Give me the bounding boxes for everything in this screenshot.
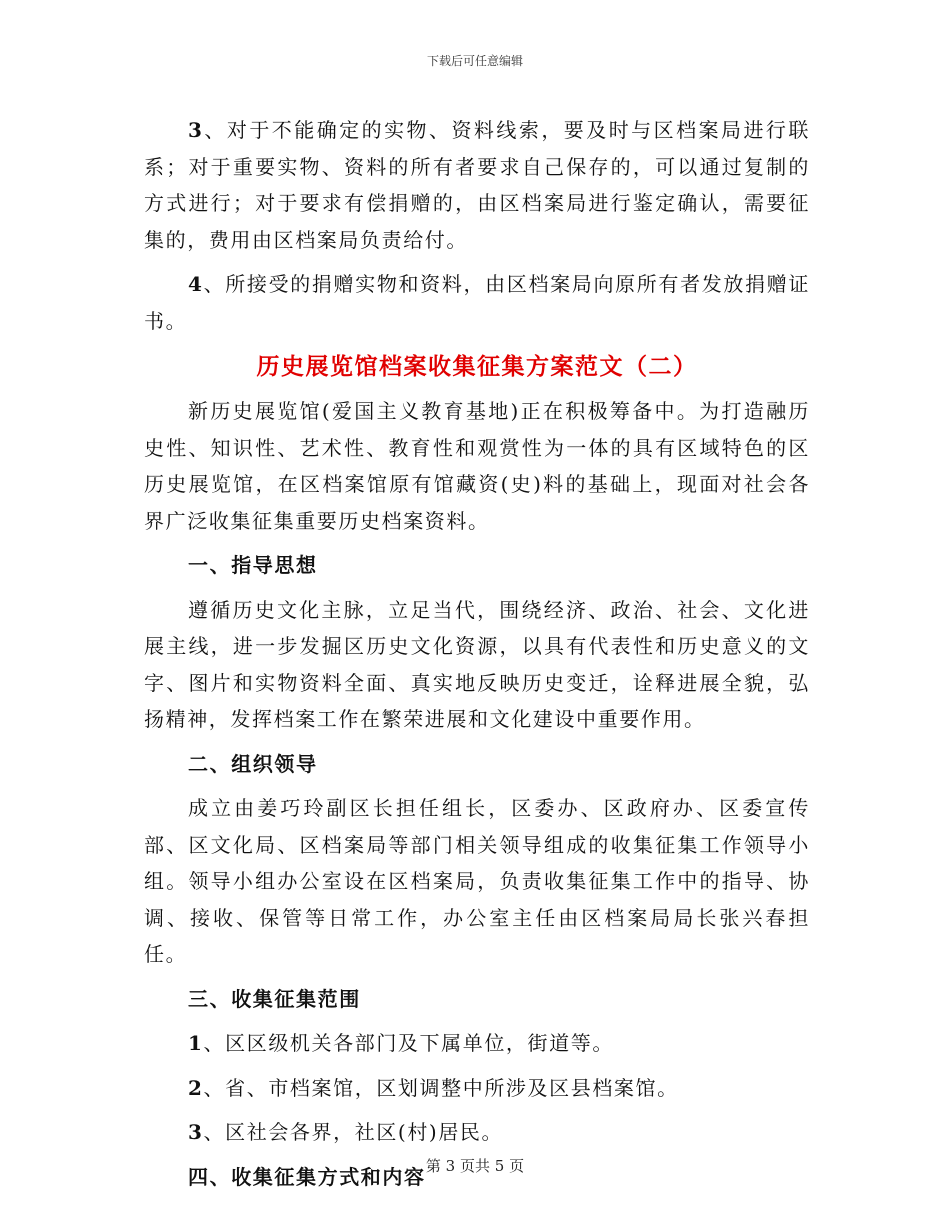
- heading-guiding-ideology: 一、指导思想: [188, 553, 318, 577]
- list-item-scope-1: [144, 1025, 810, 1062]
- page-header: 下载后可任意编辑: [426, 54, 523, 68]
- list-item-scope-2: [144, 1070, 810, 1107]
- item-number: 3: [188, 118, 204, 142]
- paragraph-item-3-contact: [144, 112, 810, 258]
- list-item-scope-3: [144, 1114, 810, 1151]
- heading-collection-methods: 四、收集征集方式和内容: [188, 1164, 426, 1189]
- heading-organization-leadership: 二、组织领导: [188, 751, 318, 776]
- list-item-text: 、区社会各界，社区(村)居民。: [203, 1120, 504, 1144]
- paragraph-organization-leadership: 成立由姜巧玲副区长担任组长，区委办、区政府办、区委宣传部、区文化局、区档案局等部门相关领导组成的收集征集工作领导小组。领导小组办公室设在区档案局，负责收集征集工作中的指导、协调、接收、保管等日常工作，办公室主任由区档案局局长张兴春担任。: [144, 796, 810, 966]
- document-body: [144, 112, 810, 1203]
- item-number: 2: [188, 1075, 204, 1100]
- list-item-text: 、区区级机关各部门及下属单位，街道等。: [203, 1031, 614, 1055]
- paragraph-item-4-certificate: [144, 266, 810, 339]
- paragraph-intro: 新历史展览馆(爱国主义教育基地)正在积极筹备中。为打造融历史性、知识性、艺术性、教育性和观赏性为一体的具有区域特色的区历史展览馆，在区档案馆原有馆藏资(史)料的基础上，现面对社会各界广泛收集征集重要历史档案资料。: [144, 399, 810, 533]
- document-title: 历史展览馆档案收集征集方案范文（二）: [256, 353, 698, 380]
- item-number: 3: [188, 1120, 204, 1144]
- list-item-text: 、省、市档案馆，区划调整中所涉及区县档案馆。: [203, 1075, 679, 1100]
- heading-collection-scope: 三、收集征集范围: [188, 986, 361, 1011]
- item-number: 4: [188, 272, 204, 296]
- item-number: 1: [188, 1031, 204, 1055]
- paragraph-text: 、对于不能确定的实物、资料线索，要及时与区档案局进行联系；对于重要实物、资料的所有者要求自己保存的，可以通过复制的方式进行；对于要求有偿捐赠的，由区档案局进行鉴定确认，需要征集的，费用由区档案局负责给付。: [144, 118, 810, 252]
- page-footer: 第 3 页共 5 页: [425, 1157, 525, 1175]
- paragraph-guiding-ideology: 遵循历史文化主脉，立足当代，围绕经济、政治、社会、文化进展主线，进一步发掘区历史文化资源，以具有代表性和历史意义的文字、图片和实物资料全面、真实地反映历史变迁，诠释进展全貌，弘扬精神，发挥档案工作在繁荣进展和文化建设中重要作用。: [144, 597, 810, 731]
- paragraph-text: 、所接受的捐赠实物和资料，由区档案局向原所有者发放捐赠证书。: [144, 272, 810, 333]
